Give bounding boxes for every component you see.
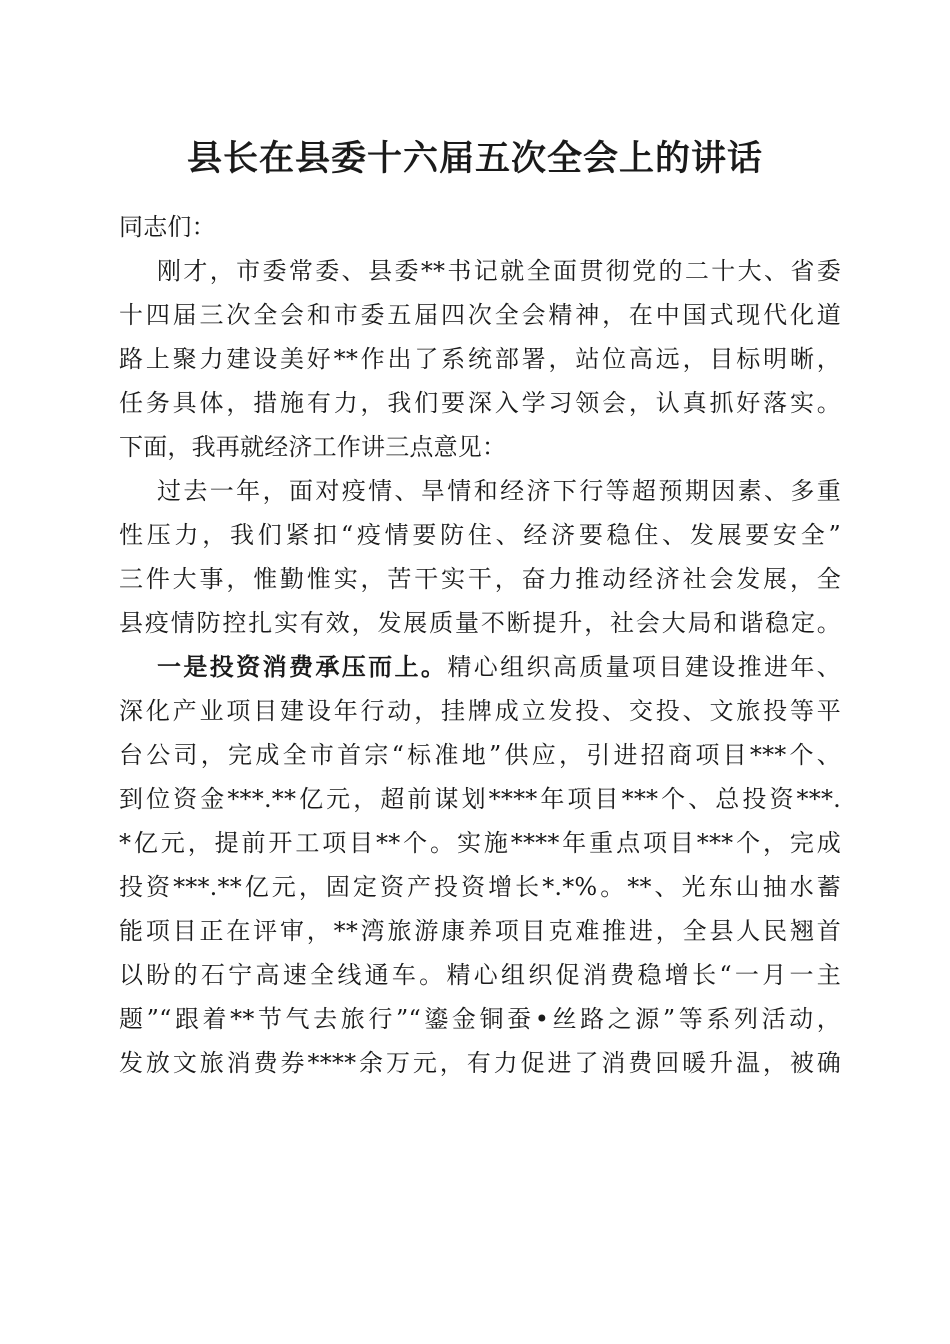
paragraph-1-line: 任务具体，措施有力，我们要深入学习领会，认真抓好落实。 xyxy=(119,389,841,417)
paragraph-3-line: 台公司，完成全市首宗“标准地”供应，引进招商项目***个、 xyxy=(119,741,841,769)
paragraph-1-line: 十四届三次全会和市委五届四次全会精神，在中国式现代化道 xyxy=(119,301,841,329)
paragraph-1-line: 下面，我再就经济工作讲三点意见： xyxy=(119,433,507,461)
greeting: 同志们： xyxy=(119,213,216,241)
paragraph-3-line: 到位资金***.**亿元，超前谋划****年项目***个、总投资***. xyxy=(119,785,841,813)
paragraph-3-line: 发放文旅消费券****余万元，有力促进了消费回暖升温，被确 xyxy=(119,1049,841,1077)
paragraph-2-line: 过去一年，面对疫情、旱情和经济下行等超预期因素、多重 xyxy=(157,477,841,505)
paragraph-3-line: 深化产业项目建设年行动，挂牌成立发投、交投、文旅投等平 xyxy=(119,697,841,725)
paragraph-1-line: 刚才，市委常委、县委**书记就全面贯彻党的二十大、省委 xyxy=(157,257,841,285)
paragraph-3-line: 以盼的石宁高速全线通车。精心组织促消费稳增长“一月一主 xyxy=(119,961,841,989)
paragraph-2-line: 三件大事，惟勤惟实，苦干实干，奋力推动经济社会发展，全 xyxy=(119,565,841,593)
paragraph-3-line: *亿元，提前开工项目**个。实施****年重点项目***个，完成 xyxy=(119,829,841,857)
document-title: 县长在县委十六届五次全会上的讲话 xyxy=(186,138,763,179)
paragraph-3-line: 投资***.**亿元，固定资产投资增长*.*%。**、光东山抽水蓄 xyxy=(119,873,841,901)
paragraph-3-first-line xyxy=(119,645,841,689)
paragraph-1-line: 路上聚力建设美好**作出了系统部署，站位高远，目标明晰， xyxy=(119,345,841,373)
document-body xyxy=(119,205,841,1085)
paragraph-3-line: 题”“跟着**节气去旅行”“鎏金铜蚕•丝路之源”等系列活动， xyxy=(119,1005,841,1033)
paragraph-3-lead: 一是投资消费承压而上。 xyxy=(157,652,448,681)
paragraph-2-line: 性压力，我们紧扣“疫情要防住、经济要稳住、发展要安全” xyxy=(119,521,841,549)
paragraph-2-line: 县疫情防控扎实有效，发展质量不断提升，社会大局和谐稳定。 xyxy=(119,609,841,637)
paragraph-3-line-text: 精心组织高质量项目建设推进年、 xyxy=(447,653,841,681)
paragraph-3-line: 能项目正在评审，**湾旅游康养项目克难推进，全县人民翘首 xyxy=(119,917,841,945)
